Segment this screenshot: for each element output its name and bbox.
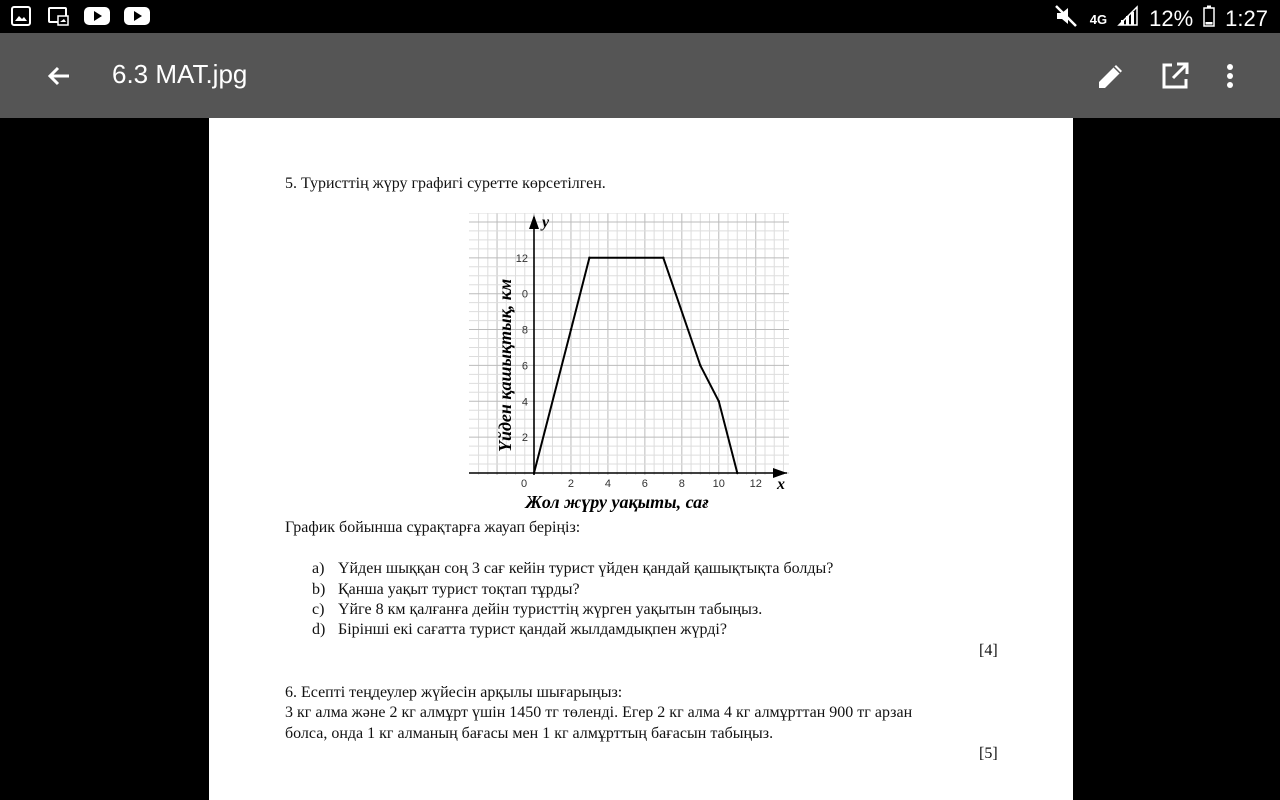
question-text: Қанша уақыт турист тоқтап тұрды? — [338, 581, 580, 598]
q5-title: 5. Туристтің жүру графигі суретте көрсетілген. — [285, 175, 606, 192]
clock: 1:27 — [1225, 6, 1268, 31]
q6-marks: [5] — [979, 745, 998, 762]
back-arrow-icon[interactable] — [44, 61, 74, 91]
edit-pencil-icon[interactable] — [1094, 59, 1128, 93]
question-a — [312, 560, 833, 578]
data-point — [699, 364, 701, 366]
document-image — [209, 118, 1073, 800]
x-tick-label: 2 — [567, 478, 575, 490]
question-text: Үйден шыққан соң 3 сағ кейін турист үйден қандай қашықтықта болды? — [338, 560, 834, 577]
travel-graph — [469, 213, 791, 515]
open-external-icon[interactable] — [1158, 59, 1192, 93]
youtube-icon — [84, 6, 110, 30]
y-tick-label: 8 — [521, 324, 528, 337]
question-b — [312, 581, 580, 599]
more-vert-icon[interactable] — [1216, 59, 1244, 93]
x-tick-label: 6 — [641, 478, 648, 490]
cast-icon — [46, 5, 70, 31]
x-tick-label: 8 — [678, 478, 685, 490]
data-point — [718, 400, 720, 402]
question-intro: График бойынша сұрақтарға жауап беріңіз: — [285, 519, 581, 536]
data-point — [570, 328, 572, 330]
question-label: c) — [312, 601, 325, 618]
y-axis-letter: y — [542, 214, 550, 231]
question-label: a) — [312, 560, 325, 577]
mute-icon — [1054, 4, 1080, 34]
q6-line-1: 3 кг алма және 2 кг алмұрт үшін 1450 тг төленді. Егер 2 кг алма 4 кг алмұрттан 900 тг арзан — [285, 704, 913, 721]
y-tick-label: 6 — [521, 360, 528, 373]
network-type: 4G — [1089, 11, 1108, 27]
battery-percent: 12% — [1149, 6, 1194, 31]
y-tick-label: 0 — [521, 288, 528, 301]
data-point — [662, 257, 664, 259]
data-point — [533, 472, 535, 474]
x-tick-label: 4 — [604, 478, 611, 490]
x-tick-label: 0 — [520, 478, 528, 490]
question-text: Үйге 8 км қалғанға дейін туристтің жүрген уақытын табыңыз. — [338, 601, 763, 618]
y-tick-label: 2 — [521, 432, 528, 445]
youtube-icon — [124, 6, 150, 30]
x-axis-title: Жол жүру уақыты, сағ — [525, 492, 709, 512]
question-label: b) — [312, 581, 326, 598]
y-tick-label: 4 — [521, 396, 528, 409]
data-point — [736, 472, 738, 474]
app-bar — [0, 33, 1280, 118]
question-text: Бірінші екі сағатта турист қандай жылдамдықпен жүрді? — [338, 621, 727, 638]
x-axis-letter: x — [777, 476, 785, 493]
y-tick-label: 12 — [515, 252, 528, 265]
system-icons — [1054, 4, 1268, 34]
question-label: d) — [312, 621, 326, 638]
x-tick-label: 10 — [712, 478, 725, 490]
x-tick-label: 12 — [749, 478, 762, 490]
q5-marks: [4] — [979, 642, 998, 659]
question-c — [312, 601, 762, 619]
y-axis-title: Үйден қашықтық, км — [495, 278, 515, 453]
notification-icons — [10, 5, 150, 31]
q6-title: 6. Есепті теңдеулер жүйесін арқылы шығарыңыз: — [285, 684, 623, 701]
signal-icon — [1117, 5, 1139, 33]
battery-icon — [1203, 5, 1215, 33]
q6-line-2: болса, онда 1 кг алманың бағасы мен 1 кг алмұрттың бағасын табыңыз. — [285, 725, 774, 742]
data-point — [588, 257, 590, 259]
status-bar — [0, 0, 1280, 33]
question-d — [312, 621, 727, 639]
gallery-icon — [10, 5, 32, 31]
file-title: 6.3 MAT.jpg — [112, 59, 248, 89]
